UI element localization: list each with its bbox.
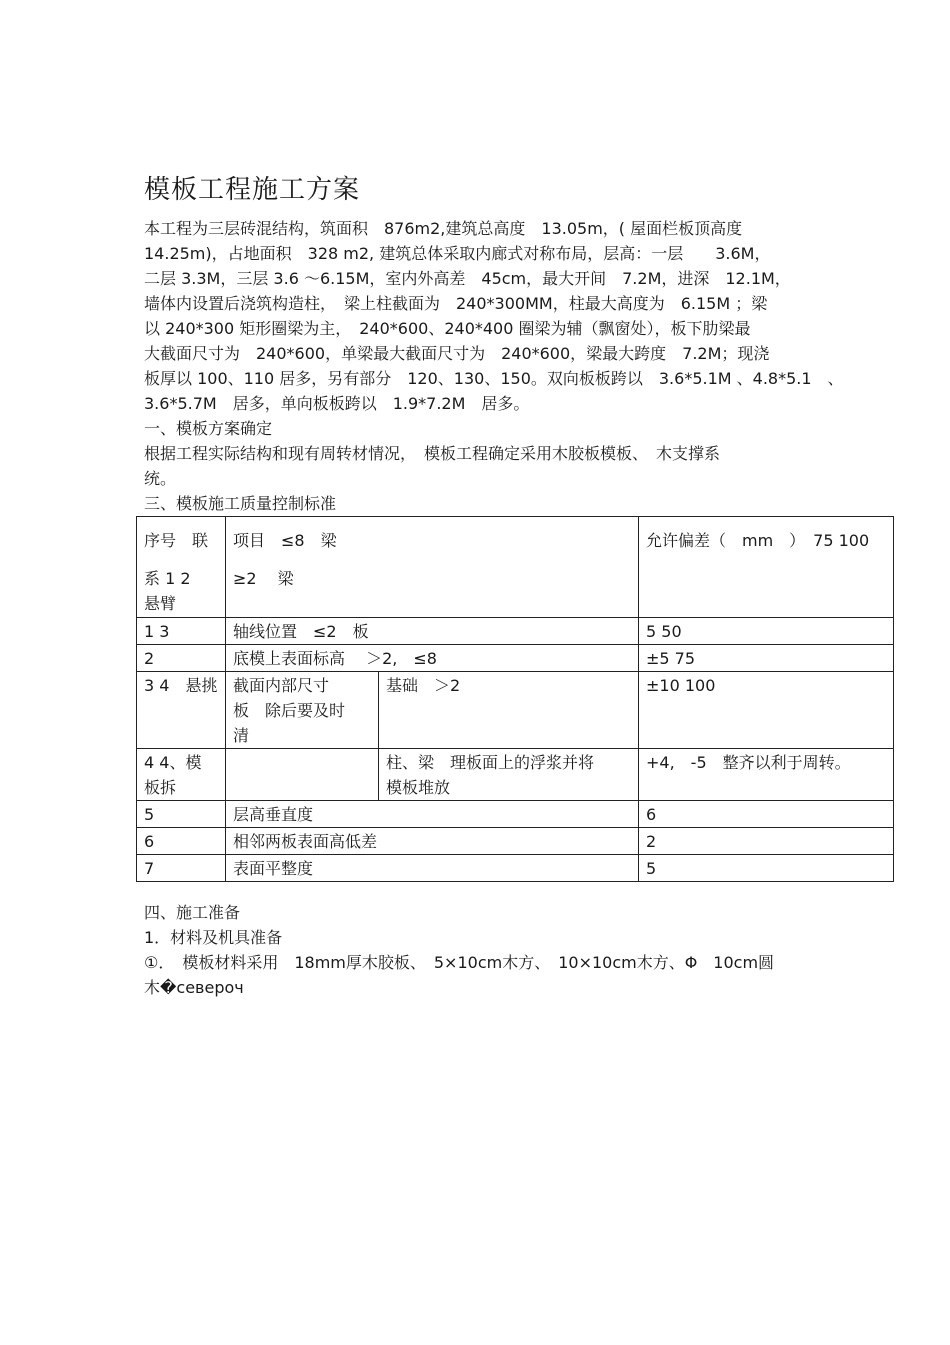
text-line: 木�североч — [144, 978, 244, 997]
table-cell: ±10 100 — [639, 672, 894, 749]
section-heading: 四、施工准备 — [144, 903, 241, 922]
text-line: 以 240*300 矩形圈梁为主， 240*600、240*400 圈梁为辅（飘窗处），板下肋梁最 — [144, 319, 751, 338]
table-cell: 截面内部尺寸 板 除后要及时 清 — [226, 672, 379, 749]
table-cell: 相邻两板表面高低差 — [226, 828, 639, 855]
text-line: 14.25m)，占地面积 328 m2, 建筑总体采取内廊式对称布局，层高：一层 3.6M， — [144, 244, 771, 263]
table-row — [137, 618, 894, 645]
table-cell: 5 50 — [639, 618, 894, 645]
section-heading: 一、模板方案确定 — [144, 419, 273, 438]
table-cell: 项目 ≤8 梁 ≥2 梁 — [226, 517, 639, 618]
table-cell: 5 — [639, 855, 894, 882]
table-row — [137, 801, 894, 828]
table-cell: 2 — [137, 645, 226, 672]
table-cell: 2 — [639, 828, 894, 855]
table-cell: 序号 联 系 1 2 悬臂 — [137, 517, 226, 618]
text-line: 3.6*5.7M 居多，单向板板跨以 1.9*7.2M 居多。 — [144, 394, 530, 413]
table-cell: 允许偏差（ mm ） 75 100 — [639, 517, 894, 618]
table-cell: 柱、梁 理板面上的浮浆并将 模板堆放 — [379, 749, 639, 801]
table-cell: 层高垂直度 — [226, 801, 639, 828]
table-row — [137, 645, 894, 672]
text-line: ①． 模板材料采用 18mm厚木胶板、 5×10cm木方、 10×10cm木方、Φ 10cm圆 — [144, 953, 775, 972]
table-cell: 6 — [137, 828, 226, 855]
table-cell: 7 — [137, 855, 226, 882]
text-line: 统。 — [144, 469, 177, 488]
table-cell: 基础 ＞2 — [379, 672, 639, 749]
table-cell: 4 4、模 板拆 — [137, 749, 226, 801]
table-cell: 5 — [137, 801, 226, 828]
table-row — [137, 672, 894, 749]
preparation-section — [144, 900, 809, 1000]
text-line: 根据工程实际结构和现有周转材情况， 模板工程确定采用木胶板模板、 木支撑系 — [144, 444, 721, 463]
table-row — [137, 749, 894, 801]
text-line: 墙体内设置后浇筑构造柱， 梁上柱截面为 240*300MM，柱最大高度为 6.15M ；梁 — [144, 294, 768, 313]
table-cell: 1 3 — [137, 618, 226, 645]
table-cell: ±5 75 — [639, 645, 894, 672]
table-cell — [226, 749, 379, 801]
section-heading: 三、模板施工质量控制标准 — [144, 494, 337, 513]
table-header-row — [137, 517, 894, 618]
table-row — [137, 828, 894, 855]
document-title: 模板工程施工方案 — [144, 175, 361, 205]
text-line: 大截面尺寸为 240*600，单梁最大截面尺寸为 240*600，梁最大跨度 7.2M；现浇 — [144, 344, 770, 363]
text-line: 二层 3.3M，三层 3.6 ～6.15M，室内外高差 45cm，最大开间 7.2M，进深 12.1M， — [144, 269, 791, 288]
table-cell: 表面平整度 — [226, 855, 639, 882]
intro-paragraph — [144, 216, 844, 516]
table-row — [137, 855, 894, 882]
text-line: 板厚以 100、110 居多，另有部分 120、130、150。双向板板跨以 3.6*5.1M 、4.8*5.1 、 — [144, 369, 844, 388]
text-line: 本工程为三层砖混结构，筑面积 876m2,建筑总高度 13.05m，( 屋面栏板顶高度 — [144, 219, 743, 238]
table-cell: 轴线位置 ≤2 板 — [226, 618, 639, 645]
table-cell: 6 — [639, 801, 894, 828]
text-line: 1．材料及机具准备 — [144, 928, 283, 947]
table-cell: 底模上表面标高 ＞2, ≤8 — [226, 645, 639, 672]
quality-standard-table — [136, 516, 894, 882]
table-cell: 3 4 悬挑 — [137, 672, 226, 749]
table-cell: +4, -5 整齐以利于周转。 — [639, 749, 894, 801]
